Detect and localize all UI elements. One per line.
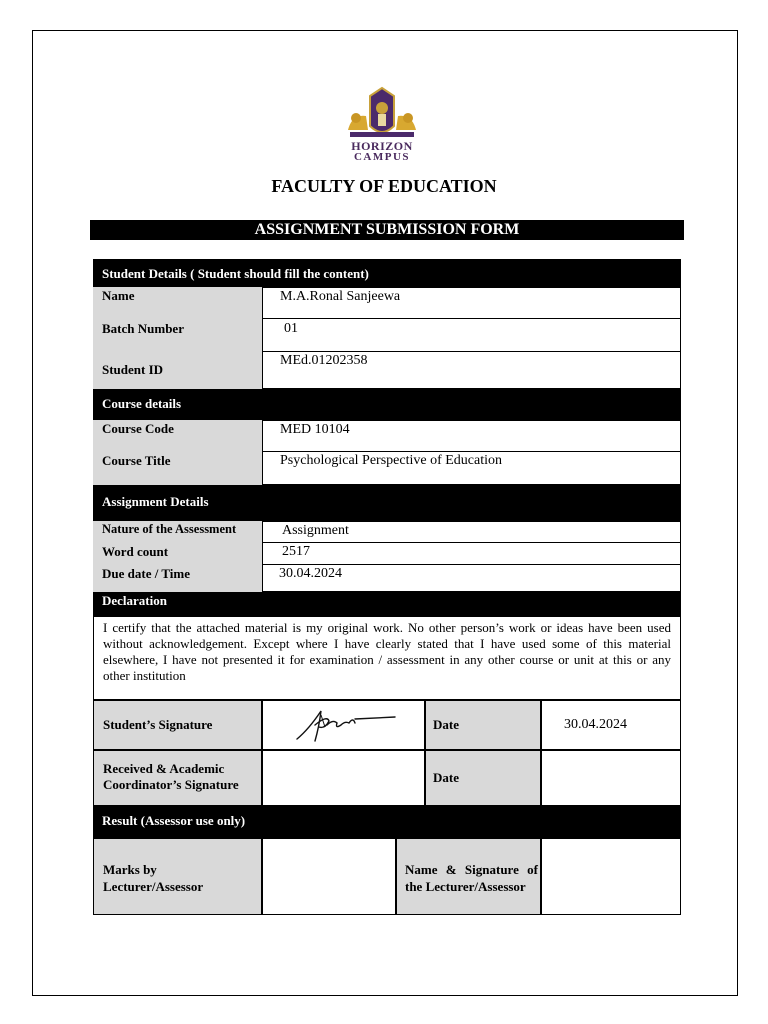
course-details-heading: Course details [93, 389, 681, 420]
faculty-title: FACULTY OF EDUCATION [271, 176, 497, 196]
nature-value: Assignment [262, 521, 681, 543]
declaration-heading: Declaration [93, 592, 681, 616]
student-signature-cell [262, 700, 425, 750]
student-details-heading: Student Details ( Student should fill the content) [93, 259, 681, 287]
course-code-label: Course Code [93, 420, 262, 452]
due-date-label: Due date / Time [93, 565, 262, 592]
declaration-text: I certify that the attached material is my original work. No other person’s work or ideas have been used without acknowledgement. Except where I have clearly stated that I have used some of this material elsewhere, I have not presented it for examination / assessment in any other course or unit at this or any other institution [93, 616, 681, 700]
course-title-label: Course Title [93, 452, 262, 485]
assessor-name-signature-label: Name & Signature of the Lecturer/Assessor [396, 838, 541, 915]
word-count-label: Word count [93, 543, 262, 565]
name-label: Name [93, 287, 262, 319]
batch-value: 01 [262, 319, 681, 352]
assessor-signature-cell [541, 838, 681, 915]
batch-label: Batch Number [93, 319, 262, 352]
student-id-label: Student ID [93, 352, 262, 389]
date-value: 30.04.2024 [541, 700, 681, 750]
coordinator-date-cell [541, 750, 681, 806]
logo-line-2: CAMPUS [353, 151, 411, 163]
coordinator-date-label: Date [425, 750, 541, 806]
handwritten-signature [263, 701, 424, 749]
word-count-value: 2517 [262, 543, 681, 565]
coordinator-signature-label: Received & Academic Coordinator’s Signature [93, 750, 262, 806]
assignment-details-heading: Assignment Details [93, 485, 681, 521]
due-date-value: 30.04.2024 [262, 565, 681, 592]
date-label: Date [425, 700, 541, 750]
course-code-value: MED 10104 [262, 420, 681, 452]
student-id-value: MEd.01202358 [262, 352, 681, 389]
student-signature-label: Student’s Signature [93, 700, 262, 750]
nature-label: Nature of the Assessment [93, 521, 262, 543]
logo-line-1: HORIZON [351, 139, 413, 153]
logo-text [330, 141, 434, 163]
result-heading: Result (Assessor use only) [93, 806, 681, 838]
name-value: M.A.Ronal Sanjeewa [262, 287, 681, 319]
course-title-value: Psychological Perspective of Education [262, 452, 681, 485]
coordinator-signature-cell [262, 750, 425, 806]
marks-label: Marks by Lecturer/Assessor [93, 838, 262, 915]
form-title-bar: ASSIGNMENT SUBMISSION FORM [90, 220, 684, 240]
marks-cell [262, 838, 396, 915]
